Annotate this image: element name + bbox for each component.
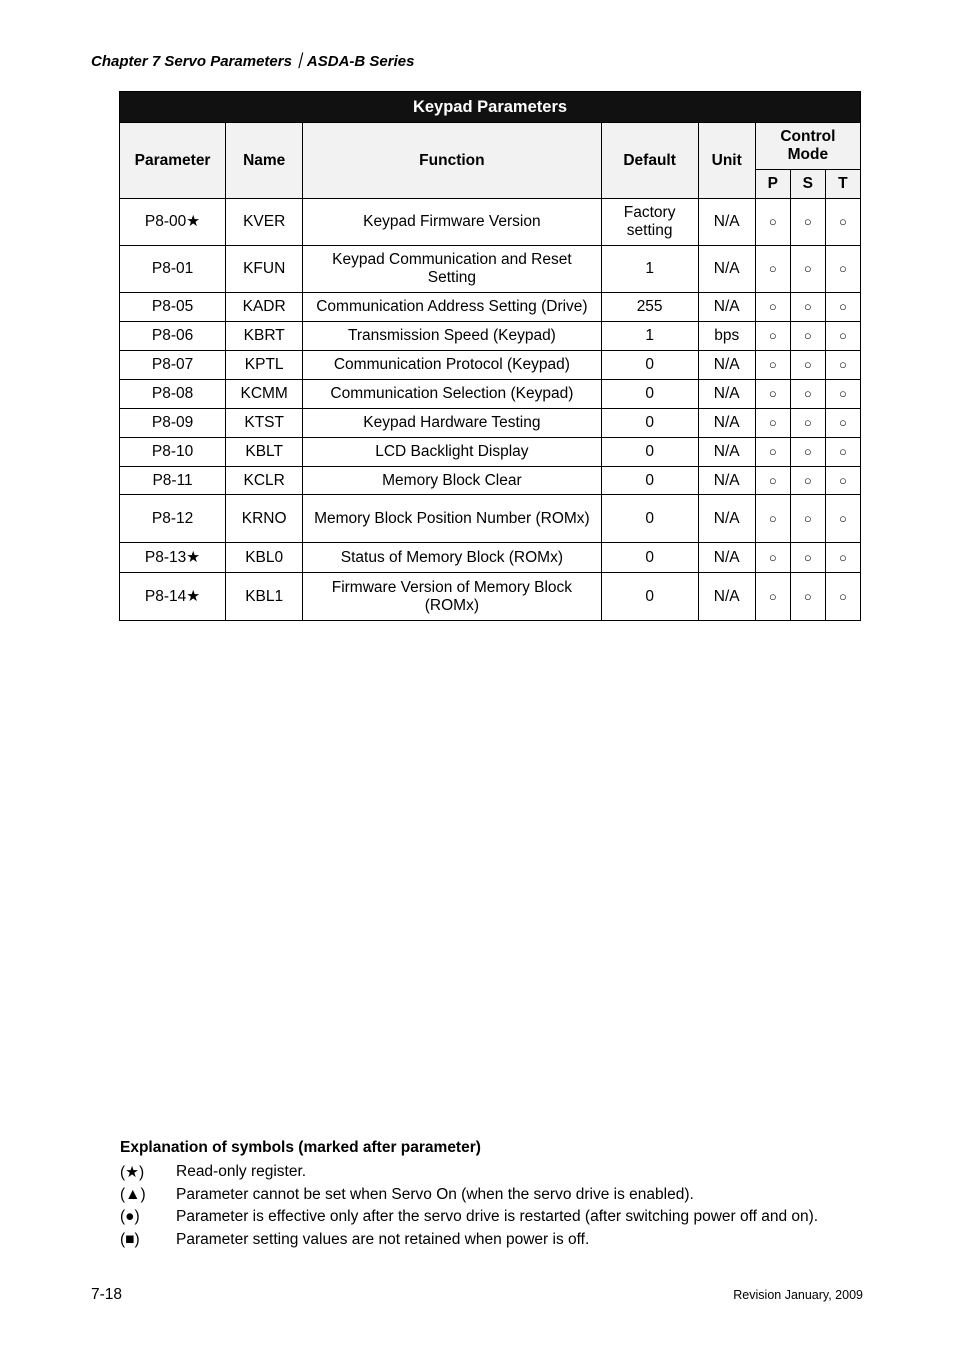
col-header-default: Default (601, 123, 698, 199)
function-cell: Communication Selection (Keypad) (303, 380, 601, 409)
mode-t-cell: ○ (825, 495, 860, 543)
name-cell: KRNO (226, 495, 303, 543)
function-cell: Keypad Communication and Reset Setting (303, 246, 601, 293)
mode-p-cell: ○ (755, 322, 790, 351)
legend-item (120, 1229, 818, 1252)
mode-t-cell: ○ (825, 351, 860, 380)
function-cell: Transmission Speed (Keypad) (303, 322, 601, 351)
function-cell: Keypad Firmware Version (303, 199, 601, 246)
legend-symbol: (★) (120, 1163, 145, 1181)
mode-p-cell: ○ (755, 199, 790, 246)
mode-p-cell: ○ (755, 246, 790, 293)
table-row (120, 409, 861, 438)
col-header-s: S (790, 170, 825, 199)
col-header-name: Name (226, 123, 303, 199)
col-header-parameter: Parameter (120, 123, 226, 199)
table-row (120, 199, 861, 246)
function-cell: Communication Protocol (Keypad) (303, 351, 601, 380)
mode-s-cell: ○ (790, 199, 825, 246)
keypad-parameters-table (119, 91, 861, 621)
legend-text: Parameter cannot be set when Servo On (when the servo drive is enabled). (176, 1185, 694, 1203)
mode-s-cell: ○ (790, 438, 825, 467)
default-cell: 0 (601, 495, 698, 543)
function-cell: LCD Backlight Display (303, 438, 601, 467)
param-cell: P8-11 (120, 467, 226, 495)
name-cell: KFUN (226, 246, 303, 293)
legend-item (120, 1161, 818, 1184)
function-cell: Communication Address Setting (Drive) (303, 293, 601, 322)
mode-p-cell: ○ (755, 438, 790, 467)
mode-t-cell: ○ (825, 293, 860, 322)
symbol-legend (120, 1139, 818, 1251)
unit-cell: N/A (698, 467, 755, 495)
legend-text: Parameter is effective only after the servo drive is restarted (after switching power off and on). (176, 1208, 819, 1226)
col-header-t: T (825, 170, 860, 199)
table-row (120, 543, 861, 573)
col-header-control-mode: Control Mode (755, 123, 860, 170)
chapter-header: Chapter 7 Servo Parameters｜ASDA-B Series (91, 53, 415, 70)
name-cell: KBRT (226, 322, 303, 351)
table-row (120, 467, 861, 495)
legend-title: Explanation of symbols (marked after parameter) (120, 1139, 481, 1156)
param-cell: P8-14★ (120, 573, 226, 621)
table-row (120, 322, 861, 351)
param-cell: P8-05 (120, 293, 226, 322)
table-row (120, 351, 861, 380)
mode-t-cell: ○ (825, 543, 860, 573)
unit-cell: N/A (698, 293, 755, 322)
default-cell: 0 (601, 467, 698, 495)
function-cell: Status of Memory Block (ROMx) (303, 543, 601, 573)
unit-cell: bps (698, 322, 755, 351)
name-cell: KBL0 (226, 543, 303, 573)
param-cell: P8-08 (120, 380, 226, 409)
default-cell: 0 (601, 380, 698, 409)
unit-cell: N/A (698, 495, 755, 543)
unit-cell: N/A (698, 246, 755, 293)
param-cell: P8-06 (120, 322, 226, 351)
mode-t-cell: ○ (825, 573, 860, 621)
mode-s-cell: ○ (790, 322, 825, 351)
mode-t-cell: ○ (825, 438, 860, 467)
param-cell: P8-09 (120, 409, 226, 438)
col-header-unit: Unit (698, 123, 755, 199)
mode-t-cell: ○ (825, 199, 860, 246)
mode-s-cell: ○ (790, 409, 825, 438)
name-cell: KBL1 (226, 573, 303, 621)
name-cell: KCLR (226, 467, 303, 495)
mode-s-cell: ○ (790, 246, 825, 293)
mode-p-cell: ○ (755, 573, 790, 621)
mode-s-cell: ○ (790, 380, 825, 409)
default-cell: 255 (601, 293, 698, 322)
table-row (120, 438, 861, 467)
unit-cell: N/A (698, 409, 755, 438)
default-cell: 1 (601, 246, 698, 293)
default-cell: 0 (601, 573, 698, 621)
function-cell: Memory Block Clear (303, 467, 601, 495)
default-cell: 1 (601, 322, 698, 351)
unit-cell: N/A (698, 543, 755, 573)
table-row (120, 293, 861, 322)
table-row (120, 495, 861, 543)
function-cell: Memory Block Position Number (ROMx) (303, 495, 601, 543)
revision-note: Revision January, 2009 (733, 1288, 863, 1302)
default-cell: 0 (601, 543, 698, 573)
mode-p-cell: ○ (755, 351, 790, 380)
mode-s-cell: ○ (790, 495, 825, 543)
legend-item (120, 1184, 818, 1207)
param-cell: P8-12 (120, 495, 226, 543)
legend-symbol: (▲) (120, 1185, 146, 1203)
mode-p-cell: ○ (755, 495, 790, 543)
legend-item (120, 1206, 818, 1229)
table-row (120, 573, 861, 621)
unit-cell: N/A (698, 380, 755, 409)
param-cell: P8-00★ (120, 199, 226, 246)
col-header-p: P (755, 170, 790, 199)
mode-s-cell: ○ (790, 351, 825, 380)
legend-symbol: (●) (120, 1208, 140, 1226)
mode-s-cell: ○ (790, 573, 825, 621)
legend-text: Parameter setting values are not retained when power is off. (176, 1230, 590, 1248)
mode-p-cell: ○ (755, 543, 790, 573)
table-row (120, 246, 861, 293)
unit-cell: N/A (698, 351, 755, 380)
default-cell: Factory setting (601, 199, 698, 246)
legend-text: Read-only register. (176, 1163, 307, 1181)
param-cell: P8-10 (120, 438, 226, 467)
table-title: Keypad Parameters (120, 92, 861, 123)
mode-t-cell: ○ (825, 467, 860, 495)
mode-p-cell: ○ (755, 467, 790, 495)
unit-cell: N/A (698, 573, 755, 621)
param-cell: P8-01 (120, 246, 226, 293)
param-cell: P8-13★ (120, 543, 226, 573)
unit-cell: N/A (698, 438, 755, 467)
unit-cell: N/A (698, 199, 755, 246)
function-cell: Keypad Hardware Testing (303, 409, 601, 438)
default-cell: 0 (601, 438, 698, 467)
name-cell: KTST (226, 409, 303, 438)
name-cell: KCMM (226, 380, 303, 409)
legend-symbol: (■) (120, 1230, 140, 1248)
default-cell: 0 (601, 351, 698, 380)
mode-p-cell: ○ (755, 409, 790, 438)
mode-t-cell: ○ (825, 246, 860, 293)
mode-s-cell: ○ (790, 543, 825, 573)
mode-s-cell: ○ (790, 293, 825, 322)
mode-t-cell: ○ (825, 380, 860, 409)
mode-p-cell: ○ (755, 380, 790, 409)
mode-s-cell: ○ (790, 467, 825, 495)
col-header-function: Function (303, 123, 601, 199)
table-row (120, 380, 861, 409)
name-cell: KVER (226, 199, 303, 246)
name-cell: KADR (226, 293, 303, 322)
default-cell: 0 (601, 409, 698, 438)
param-cell: P8-07 (120, 351, 226, 380)
mode-t-cell: ○ (825, 409, 860, 438)
page-number: 7-18 (91, 1286, 123, 1303)
mode-t-cell: ○ (825, 322, 860, 351)
function-cell: Firmware Version of Memory Block (ROMx) (303, 573, 601, 621)
name-cell: KBLT (226, 438, 303, 467)
mode-p-cell: ○ (755, 293, 790, 322)
name-cell: KPTL (226, 351, 303, 380)
